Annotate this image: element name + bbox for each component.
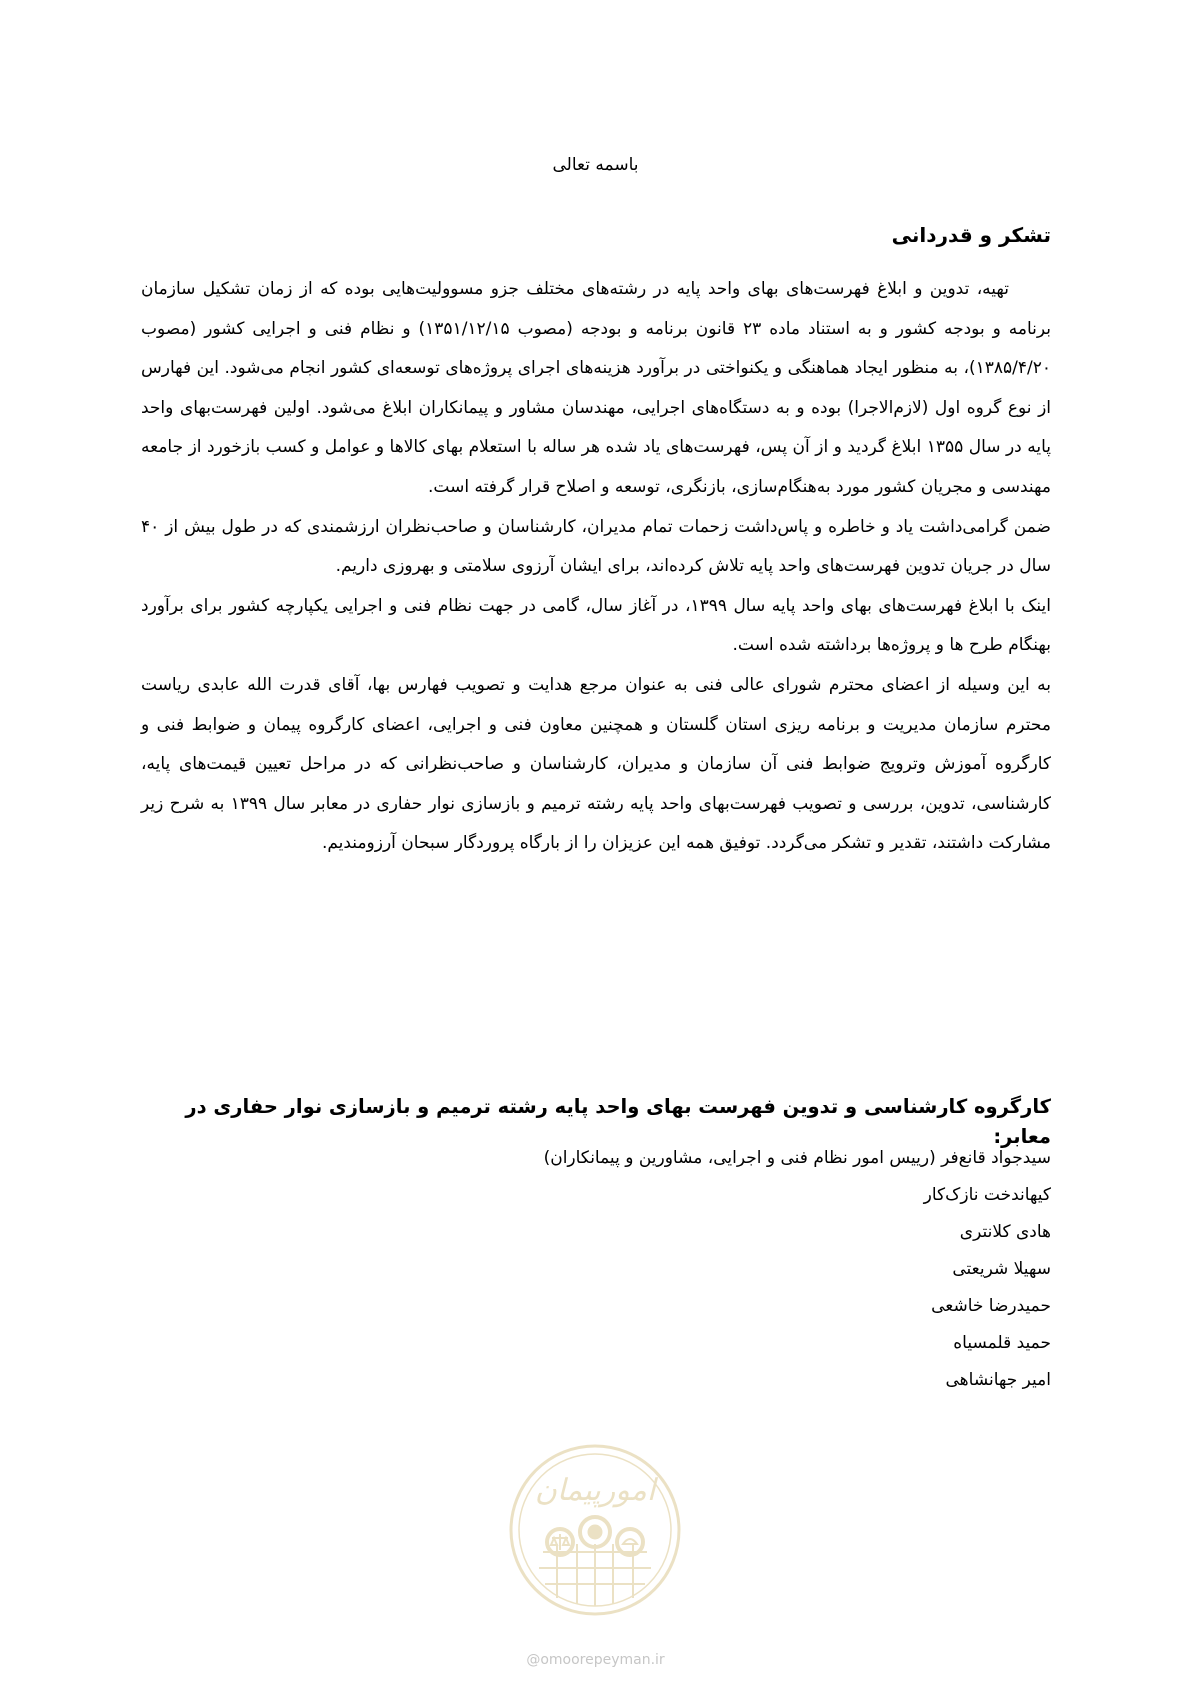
section-title: تشکر و قدردانی [891, 223, 1051, 247]
list-item: امیر جهانشاهی [945, 1370, 1051, 1390]
list-item: سیدجواد قانع‌فر (رییس امور نظام فنی و اجرایی، مشاورین و پیمانکاران) [543, 1148, 1051, 1168]
hard-hat-icon [623, 1539, 637, 1544]
list-item: هادی کلانتری [959, 1222, 1051, 1242]
list-item: حمیدرضا خاشعی [931, 1296, 1051, 1316]
paragraph: ضمن گرامی‌داشت یاد و خاطره و پاس‌داشت زحمات تمام مدیران، کارشناسان و صاحب‌نظران ارزشمندی که در طول بیش از ۴۰ سال در جریان تدوین فهرست‌های واحد پایه تلاش کرده‌اند، برای ایشان آرزوی سلامتی و بهروزی داریم. [141, 516, 1051, 577]
logo-text: امورپیمان [534, 1473, 656, 1508]
paragraph: به این وسیله از اعضای محترم شورای عالی فنی به عنوان مرجع هدایت و تصویب فهارس بها، آقای قدرت الله عابدی ریاست محترم سازمان مدیریت و برنامه ریزی استان گلستان و همچنین معاون فنی و اجرایی، اعضای کارگروه پیمان و ضوابط فنی و کارگروه آموزش وترویج ضوابط فنی آن سازمان و مدیران، کارشناسان و صاحب‌نظرانی که در مراحل تعیین قیمت‌های پایه، کارشناسی، تدوین، بررسی و تصویب فهرست‌بهای واحد پایه رشته ترمیم و بازسازی نوار حفاری در معابر سال ۱۳۹۹ به شرح زیر مشارکت داشتند، تقدیر و تشکر می‌گردد. توفیق همه این عزیزان را از بارگاه پروردگار سبحان آرزومندیم. [141, 674, 1051, 854]
member-list [141, 1140, 1051, 1399]
workgroup-title: کارگروه کارشناسی و تدوین فهرست بهای واحد پایه رشته ترمیم و بازسازی نوار حفاری در معابر: [185, 1095, 1051, 1148]
list-item: حمید قلمسیاه [953, 1333, 1051, 1353]
paragraph: اینک با ابلاغ فهرست‌های بهای واحد پایه سال ۱۳۹۹، در آغاز سال، گامی در جهت نظام فنی و اجرایی یکپارچه کشور برای برآورد بهنگام طرح ها و پروژه‌ها برداشته شده است. [141, 595, 1051, 656]
list-item: سهیلا شریعتی [952, 1259, 1051, 1279]
paragraph: تهیه، تدوین و ابلاغ فهرست‌های بهای واحد پایه در رشته‌های مختلف جزو مسوولیت‌هایی بوده که از زمان تشکیل سازمان برنامه و بودجه کشور و به استناد ماده ۲۳ قانون برنامه و بودجه (مصوب ۱۳۵۱/۱۲/۱۵) و نظام فنی و اجرایی کشور (مصوب ۱۳۸۵/۴/۲۰)، به منظور ایجاد هماهنگی و یکنواختی در برآورد هزینه‌های اجرای پروژه‌های توسعه‌ای کشور انجام می‌شود. این فهارس از نوع گروه اول (لازم‌الاجرا) بوده و به دستگاه‌های اجرایی، مهندسان مشاور و پیمانکاران ابلاغ می‌شود. اولین فهرست‌بهای واحد پایه در سال ۱۳۵۵ ابلاغ گردید و از آن پس، فهرست‌های یاد شده هر ساله با استعلام بهای کالاها و عوامل و کسب بازخورد از جامعه مهندسی و مجریان کشور مورد به‌هنگام‌سازی، بازنگری، توسعه و اصلاح قرار گرفته است. [141, 279, 1052, 497]
scales-icon [551, 1534, 569, 1550]
watermark-logo [505, 1440, 685, 1620]
invocation-heading: باسمه تعالی [552, 155, 639, 175]
list-item: کیهاندخت نازک‌کار [923, 1185, 1051, 1205]
watermark-handle: @omoorepeyman.ir [526, 1652, 665, 1668]
acknowledgement-body [141, 270, 1051, 864]
